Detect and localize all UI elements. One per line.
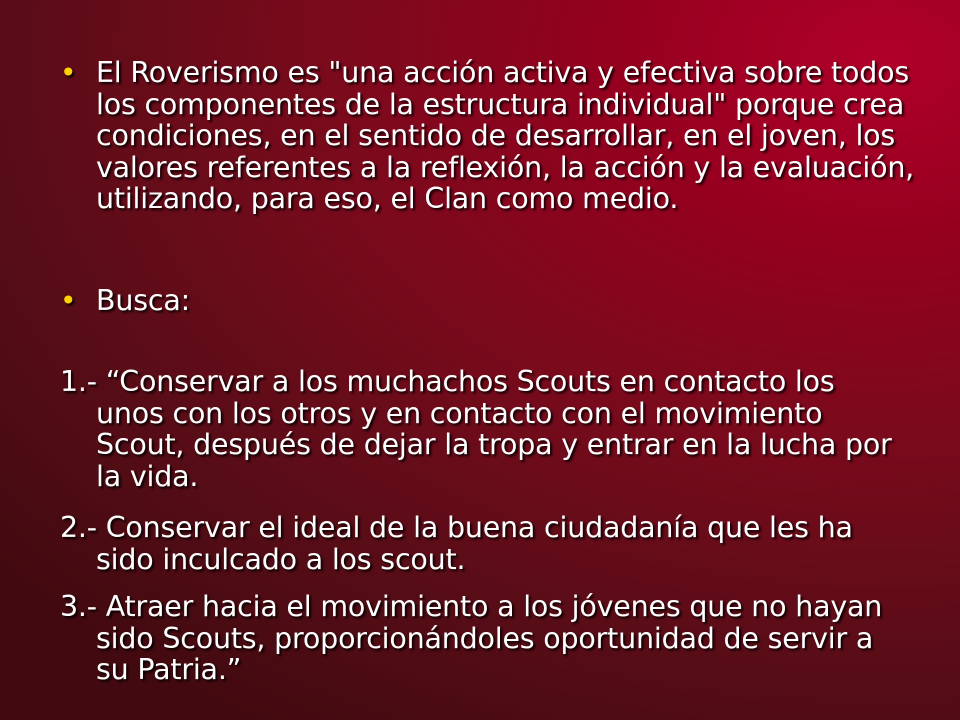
- bullet-text: El Roverismo es "una acción activa y efectiva sobre todos los componentes de la estructura individual" porque crea condiciones, en el sentido de desarrollar, en el joven, los valores referentes a la reflexión, la acción y la evaluación, utilizando, para eso, el Clan como medio.: [96, 56, 915, 215]
- bullet-dot-icon: •: [60, 56, 77, 89]
- numbered-item-2: 2.- Conservar el ideal de la buena ciudadanía que les ha sido inculcado a los scout.: [60, 511, 853, 576]
- bullet-text: Busca:: [96, 284, 190, 317]
- numbered-item-3: 3.- Atraer hacia el movimiento a los jóvenes que no hayan sido Scouts, proporcionándoles oportunidad de servir a su Patria.”: [60, 590, 883, 686]
- bullet-dot-icon: •: [60, 284, 77, 317]
- numbered-item-1: 1.- “Conservar a los muchachos Scouts en contacto los unos con los otros y en contacto con el movimiento Scout, después de dejar la tropa y entrar en la lucha por la vida.: [60, 365, 892, 493]
